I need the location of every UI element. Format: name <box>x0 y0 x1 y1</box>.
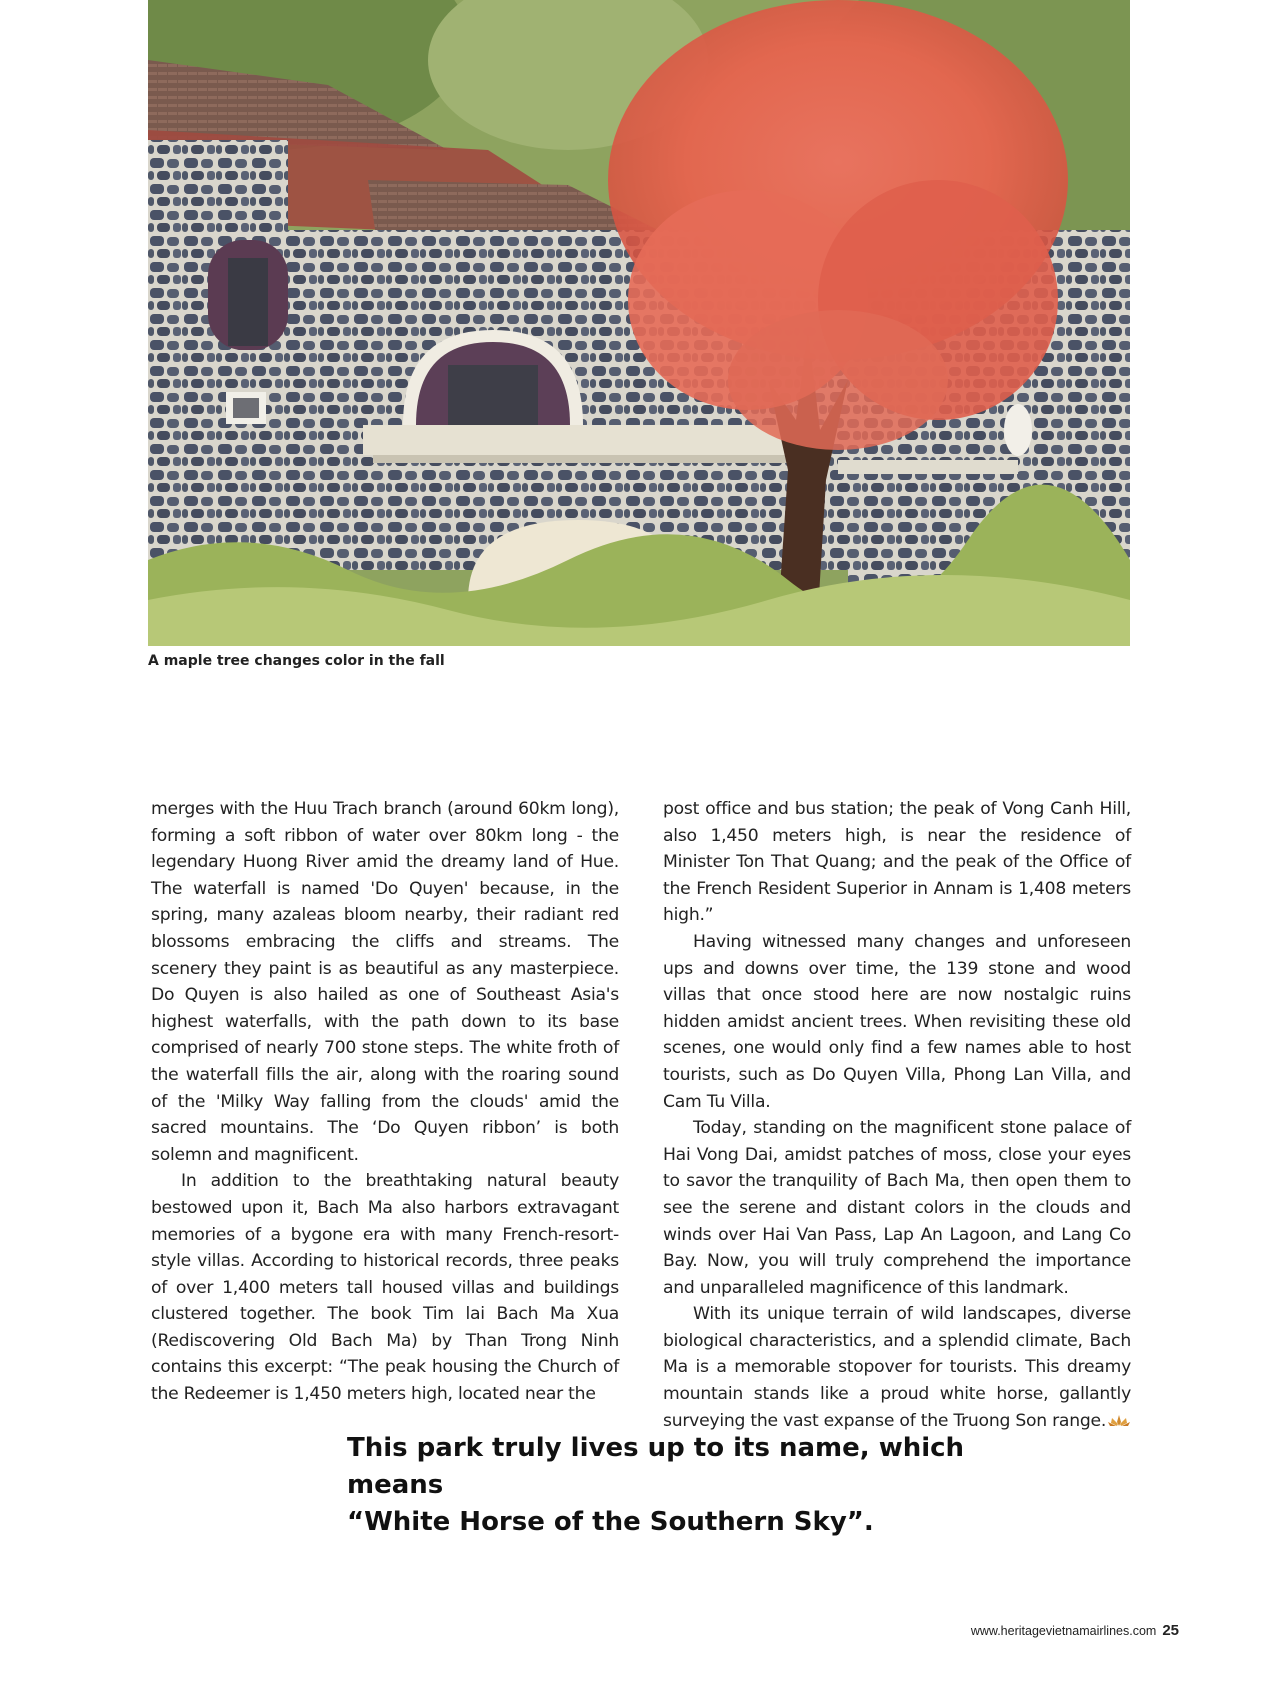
website-url: www.heritagevietnamairlines.com <box>970 1624 1157 1638</box>
paragraph: In addition to the breathtaking natural beauty bestowed upon it, Bach Ma also harbors extravagant memories of a bygone era with many French-resort-style villas. According to historical records, three peaks of over 1,400 meters tall housed villas and buildings clustered together. The book Tim lai Bach Ma Xua (Rediscovering Old Bach Ma) by Than Trong Ninh contains this excerpt: “The peak housing the Church of the Redeemer is 1,450 meters high, located near the <box>151 1171 619 1405</box>
pull-quote <box>347 1430 1067 1541</box>
page-number: 25 <box>1162 1622 1179 1639</box>
article-photo <box>148 0 1130 646</box>
paragraph: merges with the Huu Trach branch (around 60km long), forming a soft ribbon of water over 80km long - the legendary Huong River amid the dreamy land of Hue. The waterfall is named 'Do Quyen' because, in the spring, many azaleas bloom nearby, their radiant red blossoms embracing the cliffs and streams. The scenery they paint is as beautiful as any masterpiece. Do Quyen is also hailed as one of Southeast Asia's highest waterfalls, with the path down to its base comprised of nearly 700 stone steps. The white froth of the waterfall fills the air, along with the roaring sound of the 'Milky Way falling from the clouds' amid the sacred mountains. The ‘Do Quyen ribbon’ is both solemn and magnificent. <box>151 799 619 1165</box>
paragraph: Today, standing on the magnificent stone palace of Hai Vong Dai, amidst patches of moss, close your eyes to savor the tranquility of Bach Ma, then open them to see the serene and distant colors in the clouds and winds over Hai Van Pass, Lap An Lagoon, and Lang Co Bay. Now, you will truly comprehend the importance and unparalleled magnificence of this landmark. <box>663 1118 1131 1298</box>
photo-caption: A maple tree changes color in the fall <box>148 653 445 669</box>
pull-quote-line: This park truly lives up to its name, which means <box>347 1433 965 1500</box>
paragraph-text: With its unique terrain of wild landscapes, diverse biological characteristics, and a splendid climate, Bach Ma is a memorable stopover for tourists. This dreamy mountain stands like a proud white horse, gallantly surveying the vast expanse of the Truong Son range. <box>663 1304 1131 1431</box>
paragraph: Having witnessed many changes and unforeseen ups and downs over time, the 139 stone and wood villas that once stood here are now nostalgic ruins hidden amidst ancient trees. When revisiting these old scenes, one would only find a few names able to host tourists, such as Do Quyen Villa, Phong Lan Villa, and Cam Tu Villa. <box>663 931 1131 1112</box>
paragraph: post office and bus station; the peak of Vong Canh Hill, also 1,450 meters high, is near the residence of Minister Ton That Quang; and the peak of the Office of the French Resident Superior in Annam is 1,408 meters high.” <box>663 799 1131 926</box>
article-column-right <box>663 796 1131 1434</box>
article-column-left <box>151 796 619 1408</box>
paragraph-final <box>663 1301 1131 1434</box>
page-footer <box>971 1622 1179 1639</box>
pull-quote-line: “White Horse of the Southern Sky”. <box>347 1507 874 1537</box>
lotus-end-mark-icon <box>1108 1414 1130 1427</box>
stone-villa-maple-tree-photo <box>148 0 1130 646</box>
